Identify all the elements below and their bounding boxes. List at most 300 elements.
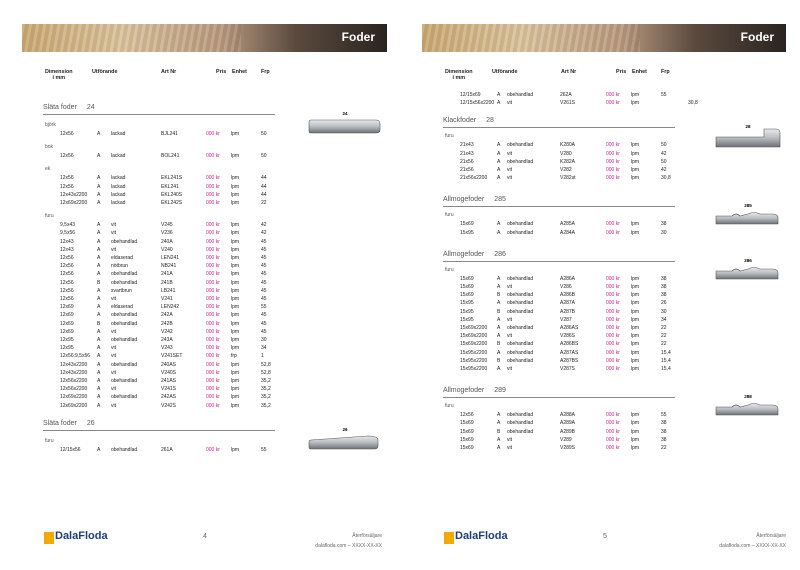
table-row [400,357,790,365]
class-cell: B [497,341,501,348]
table-row [0,174,390,182]
unit-cell: lpm [631,316,640,323]
header-enhet: Enhet [232,69,247,75]
dimension-cell: 15x69 [460,428,474,435]
unit-cell: lpm [231,304,240,311]
artnr-cell: 241B [161,279,173,286]
price-cell: 000 kr [206,361,220,368]
price-cell: 000 kr [206,131,220,137]
table-row [400,291,790,299]
dimension-cell: 12x56 [60,287,74,294]
price-cell: 000 kr [206,238,220,245]
dimension-cell: 21x43 [460,150,474,157]
finish-cell: obehandlad [111,238,138,245]
table-row [400,220,790,228]
finish-cell: vit [507,445,512,451]
right-page-number: 5 [603,533,607,540]
price-cell: 000 kr [606,275,620,282]
unit-cell: lpm [231,230,240,237]
logo-text: DalaFloda [455,530,508,542]
finish-cell: obehandlad [507,428,534,435]
dimension-cell: 12x56x2200 [60,386,88,393]
price-cell: 000 kr [206,153,220,160]
dimension-cell: 12x69x2200 [60,394,88,401]
table-row [400,324,790,332]
artnr-cell: V236 [161,230,173,237]
finish-cell: vit [507,436,512,443]
dimension-cell: 12/15x56x2200 [460,100,495,107]
dimension-cell: 15x69 [460,292,474,299]
table-row [0,246,390,254]
section-title [43,420,95,427]
dimension-cell: 15x69 [460,436,474,443]
left-footer-url: dalafloda.com – XXXX-XX-XX [315,543,382,549]
finish-cell: vit [507,167,512,173]
table-row [400,332,790,340]
dimension-cell: 12x43 [60,246,74,253]
unit-cell: lpm [231,312,240,319]
unit-cell: lpm [631,275,640,282]
artnr-cell: V287S [560,366,576,372]
artnr-cell: EKL240S [161,191,183,198]
section-number: 28 [486,117,494,125]
unit-cell: lpm [231,238,240,245]
frp-cell: 30,8 [688,100,698,107]
class-cell: A [97,271,101,278]
dimension-cell: 21x43 [460,142,474,149]
finish-cell: nötbrun [111,263,128,270]
price-cell: 000 kr [206,312,220,319]
profile-label: 24 [342,111,348,116]
finish-cell: obehandlad [111,279,138,286]
unit-cell: lpm [631,412,640,419]
header-dimension: Dimension i mm [445,69,473,81]
class-cell: A [497,158,501,165]
class-cell: A [97,191,101,198]
dimension-cell: 12/15x69 [460,92,481,98]
price-cell: 000 kr [206,191,220,198]
right-banner [422,24,786,52]
artnr-cell: V240S [161,369,177,376]
group-label: furu [45,437,54,444]
table-row [0,446,390,454]
artnr-cell: A287B [560,308,576,315]
table-row [0,229,390,237]
finish-cell: vit [111,246,116,253]
class-cell: B [497,308,501,315]
header-utforande: Utförande [92,69,118,75]
artnr-cell: 261A [161,446,173,453]
artnr-cell: A286B [560,292,576,299]
unit-cell: lpm [231,337,240,343]
artnr-cell: V242S [161,402,177,409]
dimension-cell: 12x56 [460,412,474,419]
finish-cell: eldaserad [111,304,133,311]
artnr-cell: A289B [560,428,576,435]
class-cell: A [97,131,101,137]
section-name: Allmogefoder [443,387,485,395]
unit-cell: lpm [631,333,640,340]
finish-cell: vit [111,222,116,229]
class-cell: A [97,353,101,360]
table-row [0,279,390,287]
unit-cell: lpm [631,92,640,98]
frp-cell: 45 [261,287,267,294]
class-cell: A [497,300,501,307]
section-divider [443,397,675,398]
section-name: Släta foder [43,104,77,111]
unit-cell: lpm [231,255,240,261]
class-cell: A [97,312,101,319]
class-cell: B [97,279,101,286]
class-cell: A [97,328,101,335]
frp-cell: 38 [661,284,667,290]
price-cell: 000 kr [606,142,620,149]
unit-cell: lpm [231,153,240,160]
table-row [0,328,390,336]
class-cell: A [497,275,501,282]
wood-texture [22,24,241,52]
frp-cell: 15,4 [661,366,671,372]
finish-cell: obehandlad [507,341,534,348]
profile-label: 26 [342,426,348,432]
class-cell: A [97,255,101,261]
class-cell: A [97,222,101,229]
finish-cell: lackad [111,200,126,206]
frp-cell: 22 [661,445,667,451]
dimension-cell: 12/15x56 [60,446,81,453]
table-row [0,402,390,410]
unit-cell: lpm [231,328,240,335]
table-row [0,130,390,138]
finish-cell: obehandlad [507,158,534,165]
unit-cell: lpm [231,402,240,409]
frp-cell: 50 [261,153,267,160]
unit-cell: lpm [631,284,640,290]
table-row [400,411,790,419]
price-cell: 000 kr [606,284,620,290]
unit-cell: lpm [631,349,640,356]
frp-cell: 15,4 [661,357,671,364]
frp-cell: 50 [261,131,267,137]
frp-cell: 45 [261,238,267,245]
right-banner-title: Foder [740,30,774,44]
dimension-cell: 15x95 [460,308,474,315]
class-cell: A [497,175,501,182]
class-cell: A [97,337,101,343]
class-cell: B [497,428,501,435]
unit-cell: lpm [231,263,240,270]
artnr-cell: V286S [560,333,576,340]
table-row [0,385,390,393]
class-cell: A [97,153,101,160]
artnr-cell: 241A [161,271,173,278]
unit-cell: lpm [231,296,240,302]
artnr-cell: EKL241S [161,175,183,182]
price-cell: 000 kr [206,271,220,278]
finish-cell: lackad [111,191,126,198]
dimension-cell: 12x95 [60,337,74,343]
frp-cell: 55 [261,304,267,311]
price-cell: 000 kr [206,230,220,237]
artnr-cell: V289 [560,436,572,443]
left-page-number: 4 [203,533,207,540]
section-number: 24 [86,104,95,111]
price-cell: 000 kr [206,345,220,352]
section-divider [43,114,275,115]
dimension-cell: 12x69 [60,304,74,311]
unit-cell: lpm [231,191,240,198]
table-row [400,158,790,166]
artnr-cell: A284A [560,229,576,236]
frp-cell: 44 [261,183,267,190]
table-row [400,229,790,237]
price-cell: 000 kr [606,100,620,107]
class-cell: A [497,229,501,236]
table-row [0,238,390,246]
frp-cell: 55 [261,446,267,453]
class-cell: A [497,436,501,443]
unit-cell: lpm [231,361,240,368]
frp-cell: 35,2 [261,378,271,384]
dimension-cell: 12x56 [60,279,74,286]
dimension-cell: 9,5x43 [60,222,76,229]
artnr-cell: V286 [560,284,572,290]
table-row [400,419,790,427]
finish-cell: obehandlad [507,357,534,364]
class-cell: A [97,446,101,453]
artnr-cell: V243 [161,345,173,352]
dimension-cell: 12x43 [60,238,74,245]
dimension-cell: 21x56 [460,167,474,173]
dimension-cell: 21x56 [460,158,474,165]
section-name: Klackfoder [443,117,477,125]
finish-cell: vit [507,284,512,290]
header-frp: Frp [261,69,270,75]
table-row [0,303,390,311]
table-row [0,254,390,262]
group-label: furu [445,403,454,410]
price-cell: 000 kr [606,92,620,98]
artnr-cell: 242B [161,320,173,327]
finish-cell: vit [111,353,116,360]
finish-cell: vit [507,150,512,157]
price-cell: 000 kr [606,308,620,315]
price-cell: 000 kr [606,167,620,173]
finish-cell: obehandlad [507,221,534,228]
class-cell: A [97,378,101,384]
class-cell: A [497,284,501,290]
section-title [443,251,506,258]
table-row [0,287,390,295]
unit-cell: lpm [231,386,240,393]
section-name: Allmogefoder [443,196,485,204]
class-cell: A [497,325,501,331]
price-cell: 000 kr [606,366,620,372]
table-row [0,311,390,319]
frp-cell: 34 [661,316,667,323]
profile-label: 286 [744,257,752,263]
table-row [400,316,790,324]
price-cell: 000 kr [606,436,620,443]
dimension-cell: 12x69 [60,328,74,335]
right-logo [444,530,524,546]
artnr-cell: V245 [161,222,173,229]
section-title [443,117,494,124]
artnr-cell: LEN242 [161,304,180,311]
finish-cell: obehandlad [507,229,534,236]
price-cell: 000 kr [606,316,620,323]
class-cell: A [97,369,101,376]
group-label: furu [445,212,454,219]
frp-cell: 35,2 [261,394,271,401]
dimension-cell: 12x43x2200 [60,369,88,376]
dimension-cell: 12x56 [60,263,74,270]
frp-cell: 42 [661,167,667,173]
unit-cell: lpm [631,167,640,173]
finish-cell: obehandlad [507,420,534,427]
frp-cell: 50 [661,158,667,165]
class-cell: A [97,296,101,302]
class-cell: A [497,366,501,372]
section-number: 285 [494,196,506,204]
class-cell: A [497,445,501,451]
artnr-cell: A286BS [560,341,579,348]
frp-cell: 34 [261,345,267,352]
unit-cell: lpm [631,341,640,348]
table-row [0,377,390,385]
frp-cell: 22 [261,200,267,206]
dimension-cell: 15x69 [460,420,474,427]
class-cell: A [97,345,101,352]
price-cell: 000 kr [606,150,620,157]
frp-cell: 44 [261,175,267,182]
finish-cell: obehandlad [507,92,534,98]
class-cell: A [497,333,501,340]
section-divider [443,261,675,262]
dimension-cell: 15x95x2200 [460,349,488,356]
price-cell: 000 kr [206,304,220,311]
dimension-cell: 15x95x2200 [460,366,488,372]
section-divider [443,127,675,128]
dimension-cell: 12x56x2200 [60,378,88,384]
artnr-cell: LB241 [161,287,176,294]
artnr-cell: 242AS [161,394,177,401]
group-label: furu [45,213,54,220]
unit-cell: lpm [631,366,640,372]
frp-cell: 45 [261,255,267,261]
finish-cell: obehandlad [507,325,534,331]
finish-cell: eldaserad [111,255,133,261]
profile-label: 28 [745,124,751,130]
table-row [0,191,390,199]
artnr-cell: BOL241 [161,153,180,160]
class-cell: A [497,150,501,157]
unit-cell: lpm [231,287,240,294]
artnr-cell: BJL241 [161,131,178,137]
frp-cell: 30 [261,337,267,343]
finish-cell: obehandlad [507,300,534,307]
frp-cell: 55 [661,412,667,419]
frp-cell: 35,2 [261,402,271,409]
table-row [400,308,790,316]
frp-cell: 38 [661,221,667,228]
logo-mark [44,532,54,544]
class-cell: A [497,349,501,356]
dimension-cell: 15x95 [460,300,474,307]
unit-cell: lpm [231,183,240,190]
class-cell: A [97,183,101,190]
class-cell: A [97,402,101,409]
frp-cell: 30 [661,308,667,315]
table-row [0,295,390,303]
finish-cell: vit [507,175,512,182]
class-cell: B [497,357,501,364]
dimension-cell: 12x56 [60,271,74,278]
artnr-cell: 262A [560,92,572,98]
class-cell: A [497,221,501,228]
table-row [400,436,790,444]
table-row [400,428,790,436]
class-cell: A [97,263,101,270]
price-cell: 000 kr [606,357,620,364]
finish-cell: obehandlad [111,271,138,278]
profile-label: 288 [744,394,752,400]
unit-cell: lpm [231,246,240,253]
finish-cell: vit [111,230,116,237]
section-name: Släta foder [43,419,77,427]
artnr-cell: 240AS [161,361,177,368]
section-number: 286 [494,250,506,258]
dimension-cell: 21x56x2200 [460,175,488,182]
artnr-cell: A285A [560,221,576,228]
price-cell: 000 kr [606,445,620,451]
class-cell: A [497,412,501,419]
header-artnr: Art Nr [161,69,177,75]
table-row [400,340,790,348]
dimension-cell: 12x69 [60,312,74,319]
table-row [0,152,390,160]
artnr-cell: V289S [560,445,576,451]
price-cell: 000 kr [206,402,220,409]
unit-cell: lpm [631,325,640,331]
unit-cell: lpm [631,221,640,228]
unit-cell: lpm [631,229,640,236]
artnr-cell: V261S [560,100,576,107]
frp-cell: 45 [261,296,267,302]
frp-cell: 45 [261,246,267,253]
unit-cell: lpm [231,394,240,401]
class-cell: A [97,394,101,401]
unit-cell: lpm [631,445,640,451]
price-cell: 000 kr [606,300,620,307]
dimension-cell: 15x95 [460,229,474,236]
price-cell: 000 kr [206,320,220,327]
finish-cell: vit [111,345,116,352]
table-row [0,199,390,207]
header-dimension: Dimension i mm [45,69,73,81]
finish-cell: svartbrun [111,287,132,294]
group-label: furu [445,133,454,140]
unit-cell: lpm [631,300,640,307]
price-cell: 000 kr [206,200,220,206]
price-cell: 000 kr [206,222,220,229]
artnr-cell: V241S [161,386,177,393]
price-cell: 000 kr [206,246,220,253]
table-row [400,174,790,182]
header-utforande: Utförande [492,69,518,75]
class-cell: A [97,230,101,237]
